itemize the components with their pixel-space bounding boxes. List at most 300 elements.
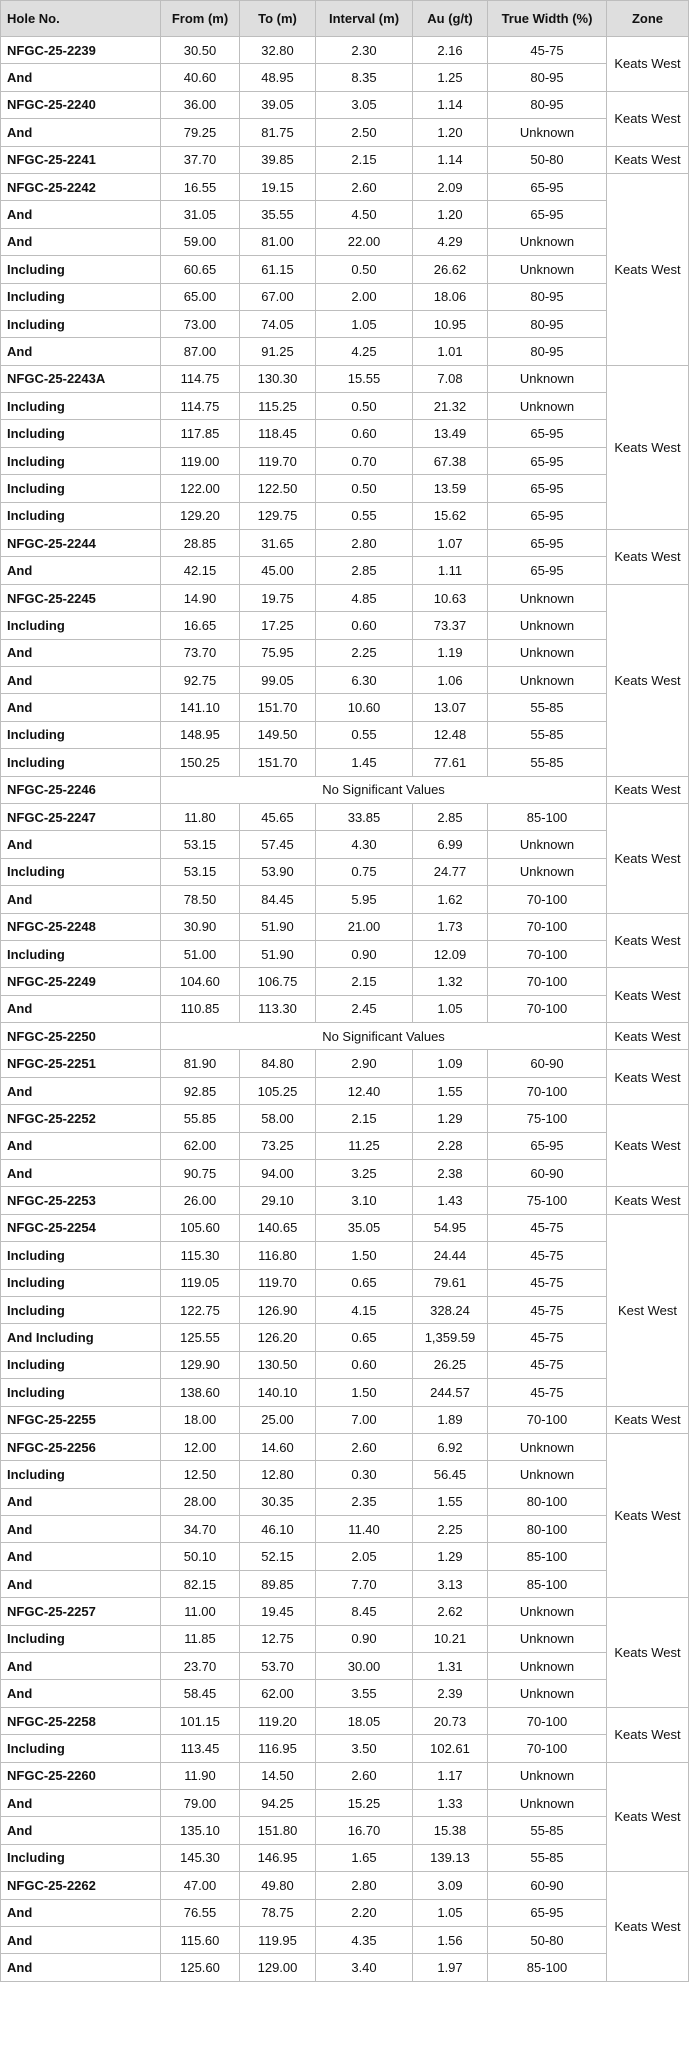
to-cell: 119.70 (240, 447, 316, 474)
hole-cell: Including (1, 393, 161, 420)
from-cell: 12.00 (161, 1433, 240, 1460)
true-width-cell: 45-75 (488, 1214, 607, 1241)
interval-cell: 16.70 (316, 1817, 413, 1844)
to-cell: 39.05 (240, 91, 316, 118)
zone-cell: Kest West (607, 1214, 689, 1406)
from-cell: 23.70 (161, 1653, 240, 1680)
to-cell: 94.00 (240, 1160, 316, 1187)
interval-cell: 15.55 (316, 365, 413, 392)
table-row (1, 530, 689, 557)
to-cell: 19.75 (240, 584, 316, 611)
to-cell: 140.65 (240, 1214, 316, 1241)
table-row (1, 858, 689, 885)
zone-cell: Keats West (607, 365, 689, 529)
au-cell: 3.09 (413, 1872, 488, 1899)
to-cell: 45.65 (240, 803, 316, 830)
table-row (1, 1296, 689, 1323)
true-width-cell: Unknown (488, 119, 607, 146)
au-cell: 1.05 (413, 995, 488, 1022)
header-true-width: True Width (%) (488, 1, 607, 37)
true-width-cell: Unknown (488, 1653, 607, 1680)
true-width-cell: Unknown (488, 1790, 607, 1817)
au-cell: 13.49 (413, 420, 488, 447)
to-cell: 99.05 (240, 666, 316, 693)
header-from: From (m) (161, 1, 240, 37)
to-cell: 84.80 (240, 1050, 316, 1077)
table-row (1, 119, 689, 146)
table-row (1, 1707, 689, 1734)
from-cell: 42.15 (161, 557, 240, 584)
from-cell: 114.75 (161, 393, 240, 420)
interval-cell: 3.25 (316, 1160, 413, 1187)
hole-cell: Including (1, 612, 161, 639)
au-cell: 1.31 (413, 1653, 488, 1680)
hole-cell: NFGC-25-2253 (1, 1187, 161, 1214)
table-row (1, 1488, 689, 1515)
hole-cell: NFGC-25-2240 (1, 91, 161, 118)
au-cell: 10.63 (413, 584, 488, 611)
to-cell: 81.00 (240, 228, 316, 255)
from-cell: 81.90 (161, 1050, 240, 1077)
au-cell: 7.08 (413, 365, 488, 392)
table-row (1, 1543, 689, 1570)
true-width-cell: 55-85 (488, 694, 607, 721)
au-cell: 24.44 (413, 1242, 488, 1269)
true-width-cell: 80-95 (488, 310, 607, 337)
hole-cell: Including (1, 940, 161, 967)
hole-cell: And (1, 1516, 161, 1543)
table-row (1, 1598, 689, 1625)
table-row (1, 721, 689, 748)
interval-cell: 0.90 (316, 940, 413, 967)
true-width-cell: 45-75 (488, 1296, 607, 1323)
table-row (1, 1433, 689, 1460)
to-cell: 130.50 (240, 1351, 316, 1378)
au-cell: 21.32 (413, 393, 488, 420)
hole-cell: NFGC-25-2256 (1, 1433, 161, 1460)
to-cell: 12.75 (240, 1625, 316, 1652)
hole-cell: And (1, 1160, 161, 1187)
interval-cell: 4.85 (316, 584, 413, 611)
from-cell: 26.00 (161, 1187, 240, 1214)
hole-cell: NFGC-25-2245 (1, 584, 161, 611)
to-cell: 126.90 (240, 1296, 316, 1323)
table-row (1, 228, 689, 255)
au-cell: 1.11 (413, 557, 488, 584)
hole-cell: NFGC-25-2241 (1, 146, 161, 173)
to-cell: 119.95 (240, 1926, 316, 1953)
interval-cell: 2.85 (316, 557, 413, 584)
interval-cell: 2.15 (316, 1105, 413, 1132)
au-cell: 1.25 (413, 64, 488, 91)
interval-cell: 2.80 (316, 1872, 413, 1899)
interval-cell: 21.00 (316, 913, 413, 940)
true-width-cell: 55-85 (488, 1817, 607, 1844)
table-row (1, 365, 689, 392)
to-cell: 113.30 (240, 995, 316, 1022)
table-row (1, 749, 689, 776)
to-cell: 91.25 (240, 338, 316, 365)
au-cell: 1,359.59 (413, 1324, 488, 1351)
true-width-cell: 65-95 (488, 1899, 607, 1926)
from-cell: 115.60 (161, 1926, 240, 1953)
interval-cell: 5.95 (316, 886, 413, 913)
hole-cell: Including (1, 1269, 161, 1296)
to-cell: 94.25 (240, 1790, 316, 1817)
hole-cell: And (1, 666, 161, 693)
table-row (1, 803, 689, 830)
from-cell: 90.75 (161, 1160, 240, 1187)
interval-cell: 1.65 (316, 1844, 413, 1871)
true-width-cell: 50-80 (488, 1926, 607, 1953)
table-row (1, 1790, 689, 1817)
table-row (1, 584, 689, 611)
au-cell: 6.92 (413, 1433, 488, 1460)
au-cell: 2.38 (413, 1160, 488, 1187)
table-row (1, 995, 689, 1022)
hole-cell: And (1, 886, 161, 913)
hole-cell: And (1, 1680, 161, 1707)
from-cell: 78.50 (161, 886, 240, 913)
to-cell: 115.25 (240, 393, 316, 420)
from-cell: 28.00 (161, 1488, 240, 1515)
from-cell: 28.85 (161, 530, 240, 557)
from-cell: 122.00 (161, 475, 240, 502)
au-cell: 1.73 (413, 913, 488, 940)
from-cell: 11.00 (161, 1598, 240, 1625)
au-cell: 1.09 (413, 1050, 488, 1077)
true-width-cell: 45-75 (488, 1351, 607, 1378)
to-cell: 49.80 (240, 1872, 316, 1899)
to-cell: 19.45 (240, 1598, 316, 1625)
from-cell: 76.55 (161, 1899, 240, 1926)
to-cell: 130.30 (240, 365, 316, 392)
from-cell: 125.60 (161, 1954, 240, 1981)
true-width-cell: 45-75 (488, 1379, 607, 1406)
table-row (1, 1570, 689, 1597)
interval-cell: 0.60 (316, 420, 413, 447)
interval-cell: 1.50 (316, 1242, 413, 1269)
from-cell: 105.60 (161, 1214, 240, 1241)
interval-cell: 0.50 (316, 393, 413, 420)
interval-cell: 10.60 (316, 694, 413, 721)
true-width-cell: 50-80 (488, 146, 607, 173)
from-cell: 30.50 (161, 37, 240, 64)
table-row (1, 338, 689, 365)
hole-cell: And (1, 639, 161, 666)
true-width-cell: 60-90 (488, 1050, 607, 1077)
true-width-cell: 80-100 (488, 1488, 607, 1515)
to-cell: 14.50 (240, 1762, 316, 1789)
to-cell: 126.20 (240, 1324, 316, 1351)
from-cell: 73.00 (161, 310, 240, 337)
interval-cell: 2.80 (316, 530, 413, 557)
table-row (1, 1899, 689, 1926)
from-cell: 101.15 (161, 1707, 240, 1734)
hole-cell: Including (1, 1735, 161, 1762)
au-cell: 56.45 (413, 1461, 488, 1488)
from-cell: 11.90 (161, 1762, 240, 1789)
table-row (1, 1132, 689, 1159)
table-row (1, 1242, 689, 1269)
to-cell: 53.90 (240, 858, 316, 885)
zone-cell: Keats West (607, 1872, 689, 1982)
hole-cell: And (1, 1543, 161, 1570)
table-body (1, 37, 689, 1982)
to-cell: 116.95 (240, 1735, 316, 1762)
header-row (1, 1, 689, 37)
au-cell: 2.85 (413, 803, 488, 830)
interval-cell: 7.00 (316, 1406, 413, 1433)
au-cell: 1.20 (413, 201, 488, 228)
au-cell: 24.77 (413, 858, 488, 885)
au-cell: 1.43 (413, 1187, 488, 1214)
to-cell: 122.50 (240, 475, 316, 502)
true-width-cell: Unknown (488, 1598, 607, 1625)
true-width-cell: 65-95 (488, 173, 607, 200)
interval-cell: 6.30 (316, 666, 413, 693)
au-cell: 3.13 (413, 1570, 488, 1597)
zone-cell: Keats West (607, 1707, 689, 1762)
au-cell: 26.25 (413, 1351, 488, 1378)
au-cell: 77.61 (413, 749, 488, 776)
table-row (1, 1516, 689, 1543)
table-row (1, 612, 689, 639)
au-cell: 1.62 (413, 886, 488, 913)
interval-cell: 4.25 (316, 338, 413, 365)
to-cell: 106.75 (240, 968, 316, 995)
from-cell: 37.70 (161, 146, 240, 173)
table-row (1, 1077, 689, 1104)
hole-cell: And (1, 1790, 161, 1817)
from-cell: 31.05 (161, 201, 240, 228)
interval-cell: 2.15 (316, 146, 413, 173)
au-cell: 1.89 (413, 1406, 488, 1433)
interval-cell: 0.60 (316, 1351, 413, 1378)
from-cell: 36.00 (161, 91, 240, 118)
to-cell: 29.10 (240, 1187, 316, 1214)
from-cell: 129.20 (161, 502, 240, 529)
from-cell: 92.85 (161, 1077, 240, 1104)
interval-cell: 11.25 (316, 1132, 413, 1159)
to-cell: 52.15 (240, 1543, 316, 1570)
table-row (1, 1680, 689, 1707)
interval-cell: 0.75 (316, 858, 413, 885)
interval-cell: 1.50 (316, 1379, 413, 1406)
from-cell: 92.75 (161, 666, 240, 693)
table-row (1, 502, 689, 529)
au-cell: 1.33 (413, 1790, 488, 1817)
true-width-cell: 85-100 (488, 803, 607, 830)
to-cell: 84.45 (240, 886, 316, 913)
header-au: Au (g/t) (413, 1, 488, 37)
interval-cell: 30.00 (316, 1653, 413, 1680)
no-significant-values-cell: No Significant Values (161, 1023, 607, 1050)
table-row (1, 37, 689, 64)
true-width-cell: 65-95 (488, 557, 607, 584)
true-width-cell: 70-100 (488, 1406, 607, 1433)
au-cell: 244.57 (413, 1379, 488, 1406)
table-row (1, 1954, 689, 1981)
au-cell: 1.05 (413, 1899, 488, 1926)
header-interval: Interval (m) (316, 1, 413, 37)
to-cell: 57.45 (240, 831, 316, 858)
table-row (1, 1269, 689, 1296)
from-cell: 115.30 (161, 1242, 240, 1269)
to-cell: 31.65 (240, 530, 316, 557)
from-cell: 62.00 (161, 1132, 240, 1159)
from-cell: 87.00 (161, 338, 240, 365)
interval-cell: 22.00 (316, 228, 413, 255)
interval-cell: 3.50 (316, 1735, 413, 1762)
true-width-cell: 65-95 (488, 447, 607, 474)
to-cell: 30.35 (240, 1488, 316, 1515)
true-width-cell: 60-90 (488, 1160, 607, 1187)
au-cell: 4.29 (413, 228, 488, 255)
true-width-cell: 75-100 (488, 1105, 607, 1132)
au-cell: 10.21 (413, 1625, 488, 1652)
true-width-cell: Unknown (488, 393, 607, 420)
true-width-cell: Unknown (488, 256, 607, 283)
hole-cell: NFGC-25-2254 (1, 1214, 161, 1241)
hole-cell: And (1, 1653, 161, 1680)
table-row (1, 475, 689, 502)
au-cell: 1.19 (413, 639, 488, 666)
hole-cell: NFGC-25-2257 (1, 1598, 161, 1625)
interval-cell: 8.45 (316, 1598, 413, 1625)
to-cell: 81.75 (240, 119, 316, 146)
au-cell: 6.99 (413, 831, 488, 858)
to-cell: 19.15 (240, 173, 316, 200)
true-width-cell: 55-85 (488, 749, 607, 776)
au-cell: 1.29 (413, 1543, 488, 1570)
to-cell: 51.90 (240, 913, 316, 940)
from-cell: 114.75 (161, 365, 240, 392)
interval-cell: 0.55 (316, 721, 413, 748)
to-cell: 151.80 (240, 1817, 316, 1844)
zone-cell: Keats West (607, 584, 689, 776)
au-cell: 12.48 (413, 721, 488, 748)
au-cell: 2.16 (413, 37, 488, 64)
from-cell: 53.15 (161, 858, 240, 885)
true-width-cell: 65-95 (488, 530, 607, 557)
true-width-cell: Unknown (488, 639, 607, 666)
hole-cell: Including (1, 502, 161, 529)
hole-cell: NFGC-25-2249 (1, 968, 161, 995)
table-row (1, 1762, 689, 1789)
true-width-cell: Unknown (488, 1461, 607, 1488)
table-row (1, 201, 689, 228)
interval-cell: 2.60 (316, 1433, 413, 1460)
hole-cell: NFGC-25-2251 (1, 1050, 161, 1077)
from-cell: 34.70 (161, 1516, 240, 1543)
interval-cell: 1.05 (316, 310, 413, 337)
true-width-cell: 70-100 (488, 913, 607, 940)
hole-cell: Including (1, 749, 161, 776)
hole-cell: Including (1, 256, 161, 283)
au-cell: 1.55 (413, 1488, 488, 1515)
interval-cell: 8.35 (316, 64, 413, 91)
table-row (1, 310, 689, 337)
table-row (1, 1406, 689, 1433)
true-width-cell: 65-95 (488, 420, 607, 447)
hole-cell: Including (1, 1379, 161, 1406)
to-cell: 14.60 (240, 1433, 316, 1460)
interval-cell: 1.45 (316, 749, 413, 776)
interval-cell: 0.30 (316, 1461, 413, 1488)
from-cell: 18.00 (161, 1406, 240, 1433)
au-cell: 13.07 (413, 694, 488, 721)
true-width-cell: 45-75 (488, 1269, 607, 1296)
from-cell: 55.85 (161, 1105, 240, 1132)
true-width-cell: 65-95 (488, 502, 607, 529)
zone-cell: Keats West (607, 1433, 689, 1597)
interval-cell: 15.25 (316, 1790, 413, 1817)
true-width-cell: 45-75 (488, 1242, 607, 1269)
hole-cell: And (1, 64, 161, 91)
au-cell: 1.14 (413, 146, 488, 173)
true-width-cell: Unknown (488, 831, 607, 858)
table-row (1, 1324, 689, 1351)
from-cell: 110.85 (161, 995, 240, 1022)
hole-cell: NFGC-25-2258 (1, 1707, 161, 1734)
from-cell: 122.75 (161, 1296, 240, 1323)
table-row (1, 1735, 689, 1762)
hole-cell: Including (1, 1625, 161, 1652)
from-cell: 16.55 (161, 173, 240, 200)
from-cell: 138.60 (161, 1379, 240, 1406)
au-cell: 18.06 (413, 283, 488, 310)
zone-cell: Keats West (607, 803, 689, 913)
to-cell: 140.10 (240, 1379, 316, 1406)
to-cell: 149.50 (240, 721, 316, 748)
table-row (1, 173, 689, 200)
from-cell: 119.00 (161, 447, 240, 474)
to-cell: 32.80 (240, 37, 316, 64)
au-cell: 1.55 (413, 1077, 488, 1104)
au-cell: 15.62 (413, 502, 488, 529)
au-cell: 2.25 (413, 1516, 488, 1543)
true-width-cell: 80-95 (488, 64, 607, 91)
from-cell: 117.85 (161, 420, 240, 447)
to-cell: 12.80 (240, 1461, 316, 1488)
zone-cell: Keats West (607, 530, 689, 585)
interval-cell: 0.70 (316, 447, 413, 474)
hole-cell: NFGC-25-2248 (1, 913, 161, 940)
from-cell: 60.65 (161, 256, 240, 283)
au-cell: 1.06 (413, 666, 488, 693)
to-cell: 58.00 (240, 1105, 316, 1132)
true-width-cell: Unknown (488, 858, 607, 885)
au-cell: 20.73 (413, 1707, 488, 1734)
to-cell: 151.70 (240, 694, 316, 721)
true-width-cell: 65-95 (488, 201, 607, 228)
zone-cell: Keats West (607, 1187, 689, 1214)
interval-cell: 2.60 (316, 173, 413, 200)
interval-cell: 2.20 (316, 1899, 413, 1926)
hole-cell: And (1, 1488, 161, 1515)
true-width-cell: 55-85 (488, 1844, 607, 1871)
true-width-cell: 80-95 (488, 283, 607, 310)
from-cell: 50.10 (161, 1543, 240, 1570)
au-cell: 1.17 (413, 1762, 488, 1789)
au-cell: 1.97 (413, 1954, 488, 1981)
true-width-cell: 70-100 (488, 995, 607, 1022)
from-cell: 65.00 (161, 283, 240, 310)
from-cell: 47.00 (161, 1872, 240, 1899)
zone-cell: Keats West (607, 1050, 689, 1105)
interval-cell: 0.50 (316, 475, 413, 502)
